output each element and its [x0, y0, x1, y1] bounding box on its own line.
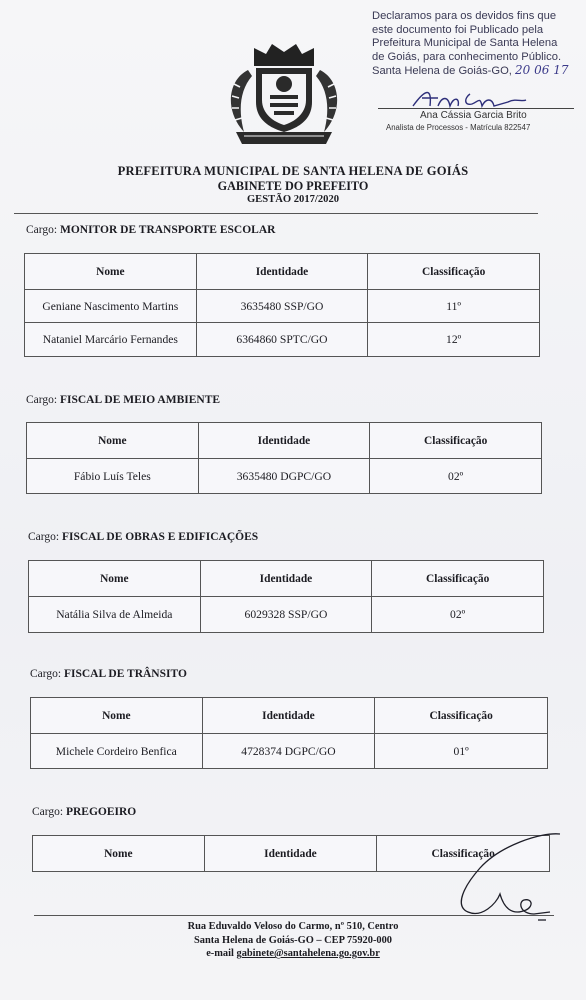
table-row [31, 734, 548, 769]
cell-name: Michele Cordeiro Benfica [31, 734, 203, 769]
cell-classification: 02º [372, 597, 544, 633]
section-heading [28, 531, 258, 543]
cell-identity: 3635480 SSP/GO [196, 290, 368, 323]
cell-identity: 3635480 DGPC/GO [198, 459, 370, 494]
document-footer [0, 920, 586, 961]
table-row [29, 597, 544, 633]
stamp-line: Prefeitura Municipal de Santa Helena [372, 37, 558, 50]
cargo-label: Cargo: [32, 806, 64, 818]
column-header-classification: Classificação [368, 254, 540, 290]
stamp-date: 20 06 17 [515, 63, 569, 78]
cell-identity: 6364860 SPTC/GO [196, 323, 368, 357]
column-header-identity: Identidade [200, 561, 372, 597]
cell-classification: 12º [368, 323, 540, 357]
results-table [30, 697, 548, 769]
results-table [24, 253, 540, 357]
column-header-classification: Classificação [377, 836, 550, 872]
footer-email-label: e-mail [206, 948, 234, 960]
stamp-place-date [372, 64, 582, 79]
column-header-identity: Identidade [196, 254, 368, 290]
cell-classification: 01º [375, 734, 548, 769]
cargo-label: Cargo: [30, 668, 62, 680]
stamp-line: Declaramos para os devidos fins que [372, 10, 557, 22]
stamp-place: Santa Helena de Goiás-GO, [372, 65, 512, 78]
section-heading [26, 224, 275, 236]
cargo-title: MONITOR DE TRANSPORTE ESCOLAR [59, 224, 276, 236]
cargo-title: PREGOEIRO [65, 806, 137, 818]
cell-name: Nataniel Marcário Fernandes [25, 323, 197, 357]
footer-city: Santa Helena de Goiás-GO – CEP 75920-000 [193, 934, 392, 946]
column-header-name: Nome [31, 698, 203, 734]
cargo-title: FISCAL DE OBRAS E EDIFICAÇÕES [61, 531, 259, 543]
column-header-classification: Classificação [372, 561, 544, 597]
signature-line [378, 108, 574, 109]
table-header-row [31, 698, 548, 734]
footer-email-line [0, 947, 586, 961]
cell-classification: 02º [370, 459, 542, 494]
section-heading [32, 806, 136, 818]
column-header-identity: Identidade [198, 423, 370, 459]
stamp-line: de Goiás, para conhecimento Público. [372, 50, 562, 63]
cell-classification: 11º [368, 290, 540, 323]
header-office: GABINETE DO PREFEITO [217, 179, 369, 193]
table-row [27, 459, 542, 494]
stamp-line: este documento foi Publicado pela [372, 23, 544, 36]
table-row [25, 323, 540, 357]
cargo-label: Cargo: [26, 224, 58, 236]
header-term: GESTÃO 2017/2020 [246, 194, 340, 205]
cell-name: Fábio Luís Teles [27, 459, 199, 494]
cell-identity: 4728374 DGPC/GO [202, 734, 375, 769]
signer-name: Ana Cássia Garcia Brito [420, 110, 527, 121]
document-header [0, 164, 586, 205]
column-header-name: Nome [27, 423, 199, 459]
table-header-row [25, 254, 540, 290]
footer-email: gabinete@santahelena.go.gov.br [236, 948, 380, 960]
footer-address: Rua Eduvaldo Veloso do Carmo, nº 510, Centro [187, 921, 399, 932]
cell-name: Geniane Nascimento Martins [25, 290, 197, 323]
section-heading [30, 668, 187, 680]
column-header-classification: Classificação [375, 698, 548, 734]
publication-stamp [372, 10, 582, 79]
header-municipality: PREFEITURA MUNICIPAL DE SANTA HELENA DE GOIÁS [117, 164, 469, 178]
column-header-name: Nome [33, 836, 205, 872]
section-heading [26, 394, 220, 406]
header-divider [14, 213, 538, 214]
results-table [28, 560, 544, 633]
results-table [26, 422, 542, 494]
cargo-title: FISCAL DE MEIO AMBIENTE [59, 394, 221, 406]
column-header-name: Nome [25, 254, 197, 290]
cargo-label: Cargo: [26, 394, 58, 406]
table-row [25, 290, 540, 323]
column-header-identity: Identidade [204, 836, 377, 872]
signature-block [378, 86, 578, 146]
table-header-row [27, 423, 542, 459]
table-header-row [29, 561, 544, 597]
column-header-identity: Identidade [202, 698, 375, 734]
cell-identity: 6029328 SSP/GO [200, 597, 372, 633]
cell-name: Natália Silva de Almeida [29, 597, 201, 633]
rubric-signature [420, 828, 570, 928]
cargo-label: Cargo: [28, 531, 60, 543]
cargo-title: FISCAL DE TRÂNSITO [63, 668, 187, 680]
municipal-coat-of-arms-icon [214, 40, 354, 148]
column-header-classification: Classificação [370, 423, 542, 459]
footer-divider [34, 915, 554, 916]
column-header-name: Nome [29, 561, 201, 597]
signer-role: Analista de Processos - Matrícula 822547 [386, 123, 531, 132]
